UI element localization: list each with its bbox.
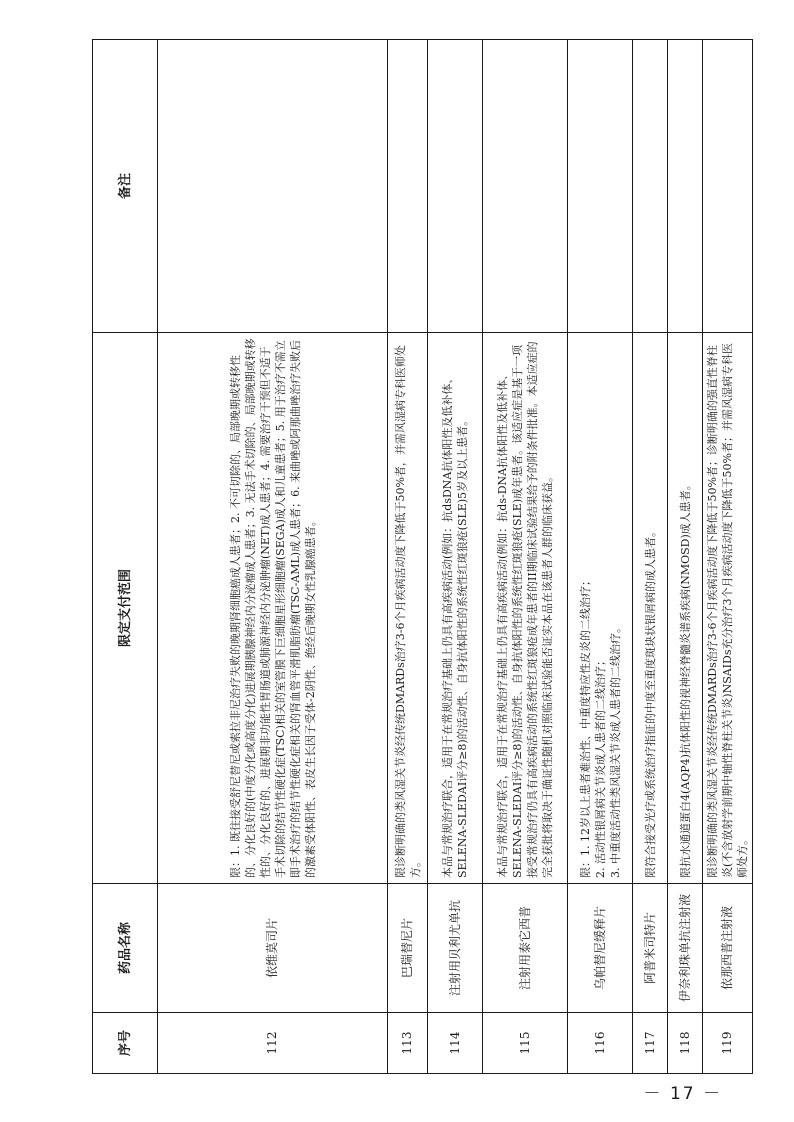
row-number: 112 [158,1013,388,1074]
payment-scope [388,333,428,884]
scope-text: 限诊断明确的类风湿关节炎经传统DMARDs治疗3-6个月疾病活动度下降低于50%者；诊断明确的强直性脊柱炎(不含放射学前期中轴性脊柱关节炎)NSAIDs充分治疗3个月疾病活动度下降低于50%者；并需风湿病专科医师处方。 [706,343,749,878]
drug-name: 注射用泰它西普 [483,884,568,1013]
header-no: 序号 [93,1013,158,1074]
header-payment-scope: 限定支付范围 [93,333,158,884]
scope-text: 限诊断明确的类风湿关节炎经传统DMARDs治疗3-6个月疾病活动度下降低于50%者，并需风湿病专科医师处方。 [393,345,422,878]
payment-scope [703,333,753,884]
remarks [703,40,753,333]
remarks [668,40,703,333]
drug-name: 依维莫司片 [158,884,388,1013]
row-number: 115 [483,1013,568,1074]
table-body [158,40,753,1074]
scope-text: 限符合接受光疗或系统治疗指征的中度至重度斑块状银屑病的成人患者。 [643,526,657,878]
remarks [428,40,483,333]
header-remarks: 备注 [93,40,158,333]
scope-text: 3. 中重度活动性类风湿关节炎成人患者的二线治疗。 [608,622,622,878]
payment-scope [483,333,568,884]
row-number: 119 [703,1013,753,1074]
drug-name: 乌帕替尼缓释片 [568,884,633,1013]
scope-text: 限：1. 既往接受舒尼替尼或索拉非尼治疗失败的晚期肾细胞癌成人患者；2. 不可切除的、局部晚期或转移性的、分化良好的(中度分化或高度分化)进展期胰腺神经内分泌瘤成人患者；3. 无法手术切除的、局部晚期或转移性的、分化良好的、进展期非功能性胃肠道或肺源神经内分泌肿瘤(NET)成人患者；4. 需要治疗干预但不适于手术切除的结节性硬化症(TSC)相关的室管膜下巨细胞星形细胞瘤(SEGA)成人和儿童患者；5. 用于治疗不需立即手术治疗的结节性硬化症相关的肾血管平滑肌脂肪瘤(TSC-AML)成人患者；6. 来曲唑或阿那曲唑治疗失败后的激素受体阳性、表皮生长因子受体-2阴性、绝经后晚期女性乳腺癌患者。 [228,338,317,878]
table-row [633,40,668,1074]
scope-text: 本品与常规治疗联合，适用于在常规治疗基础上仍具有高疾病活动(例如：抗ds-DNA抗体阳性及低补体、SELENA-SLEDAI评分≥8)的活动性、自身抗体阳性的系统性红斑狼疮(SLE)成年患者。该适应症是基于一项接受常规治疗仍具有高疾病活动的系统性红斑狼疮成年患者的II期临床试验结果给予的附条件批准。本适应症的完全获批将取决于确证性随机对照临床试验能否证实本品在该患者人群的临床获益。 [496,341,554,878]
drug-name: 巴瑞替尼片 [388,884,428,1013]
payment-scope [633,333,668,884]
row-number: 113 [388,1013,428,1074]
table-row [428,40,483,1074]
row-number: 118 [668,1013,703,1074]
header-drug-name: 药品名称 [93,884,158,1013]
scope-text: 限抗水通道蛋白4(AQP4)抗体阳性的视神经脊髓炎谱系疾病(NMOSD)成人患者。 [678,479,692,878]
remarks [388,40,428,333]
table-row [483,40,568,1074]
row-number: 114 [428,1013,483,1074]
drug-name: 依那西普注射液 [703,884,753,1013]
scope-text: 本品与常规治疗联合，适用于在常规治疗基础上仍具有高疾病活动(例如：抗dsDNA抗体阳性及低补体、SELENA-SLEDAI评分≥8)的活动性、自身抗体阳性的系统性红斑狼疮(SLE)5岁及以上患者。 [441,372,469,878]
scope-text: 限：1. 12岁以上患者难治性、中重度特应性皮炎的二线治疗； [578,575,592,878]
rotated-table-container [92,84,749,1074]
table-row [158,40,388,1074]
scope-text: 2. 活动性银屑病关节炎成人患者的二线治疗； [593,655,607,878]
row-number: 116 [568,1013,633,1074]
payment-scope [428,333,483,884]
drug-name: 伊奈利珠单抗注射液 [668,884,703,1013]
table-row [703,40,753,1074]
drug-name: 注射用贝利尤单抗 [428,884,483,1013]
remarks [633,40,668,333]
remarks [483,40,568,333]
table-row [568,40,633,1074]
payment-scope [158,333,388,884]
table-row [388,40,428,1074]
drug-payment-table [92,39,753,1074]
table-row [668,40,703,1074]
drug-name: 阿普米司特片 [633,884,668,1013]
payment-scope [668,333,703,884]
table-header-row [93,40,158,1074]
row-number: 117 [633,1013,668,1074]
remarks [158,40,388,333]
payment-scope [568,333,633,884]
remarks [568,40,633,333]
page-number: － 17 － [643,1084,722,1104]
